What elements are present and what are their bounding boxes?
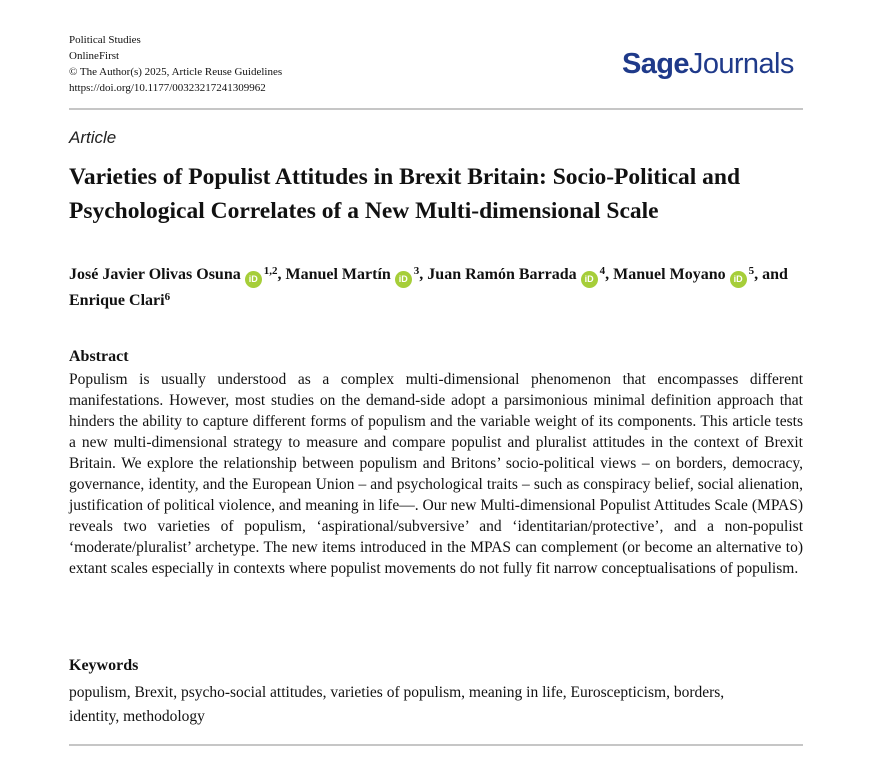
- logo-journals: Journals: [688, 48, 794, 80]
- abstract-heading: Abstract: [69, 348, 129, 365]
- footer-divider: [69, 744, 803, 746]
- separator: ,: [277, 266, 286, 283]
- author-affiliation: 4: [599, 265, 606, 277]
- separator: ,: [419, 266, 428, 283]
- article-title: Varieties of Populist Attitudes in Brexit Britain: Socio-Political and Psychological Correlates of a New Multi-dimensional Scale: [69, 164, 741, 224]
- sage-journals-logo[interactable]: [622, 48, 794, 81]
- article-meta: [69, 32, 282, 96]
- copyright-line: © The Author(s) 2025, Article Reuse Guidelines: [69, 66, 283, 78]
- author-list: [69, 262, 809, 313]
- orcid-icon[interactable]: iD: [581, 271, 598, 288]
- keywords-heading: Keywords: [69, 657, 139, 674]
- author-name: Juan Ramón Barrada: [427, 266, 577, 283]
- author-name: Manuel Martín: [285, 266, 391, 283]
- abstract-text: Populism is usually understood as a complex multi-dimensional phenomenon that encompasses different manifestations. However, most studies on the demand-side adopt a parsimonious minimal definition approach that hinders the ability to capture different forms of populism and the variable weight of its components. This article tests a new multi-dimensional strategy to measure and compare populist and pluralist attitudes in the context of Brexit Britain. We explore the relationship between populism and Britons’ socio-political views – on borders, democracy, governance, identity, and the European Union – and psychological traits – such as conspiracy belief, social alienation, justification of political violence, and meaning in life—. Our new Multi-dimensional Populist Attitudes Scale (MPAS) reveals two varieties of populism, ‘aspirational/subversive’ and ‘identitarian/protective’, and a non-populist ‘moderate/pluralist’ archetype. The new items introduced in the MPAS can complement (or become an alternative to) extant scales especially in contexts where populist movements do not fully fit narrow conceptualisations of populism.: [69, 371, 803, 577]
- article-type-label: Article: [69, 128, 117, 147]
- doi-link[interactable]: https://doi.org/10.1177/00323217241309962: [69, 82, 266, 94]
- keywords-text: populism, Brexit, psycho-social attitudes, varieties of populism, meaning in life, Euroscepticism, borders, identity, methodology: [69, 684, 725, 725]
- separator: , and: [754, 266, 788, 283]
- author-name: Enrique Clari: [69, 292, 165, 309]
- author-affiliation: 3: [413, 265, 420, 277]
- author-affiliation: 5: [748, 265, 755, 277]
- author-affiliation: 6: [164, 291, 171, 303]
- edition-label: OnlineFirst: [69, 50, 120, 62]
- orcid-icon[interactable]: iD: [730, 271, 747, 288]
- header-divider: [69, 108, 803, 110]
- author-affiliation: 1,2: [263, 265, 278, 277]
- orcid-icon[interactable]: iD: [395, 271, 412, 288]
- orcid-icon[interactable]: iD: [245, 271, 262, 288]
- journal-name: Political Studies: [69, 34, 141, 46]
- separator: ,: [605, 266, 614, 283]
- logo-sage: Sage: [622, 48, 689, 80]
- author-name: José Javier Olivas Osuna: [69, 266, 241, 283]
- author-name: Manuel Moyano: [613, 266, 726, 283]
